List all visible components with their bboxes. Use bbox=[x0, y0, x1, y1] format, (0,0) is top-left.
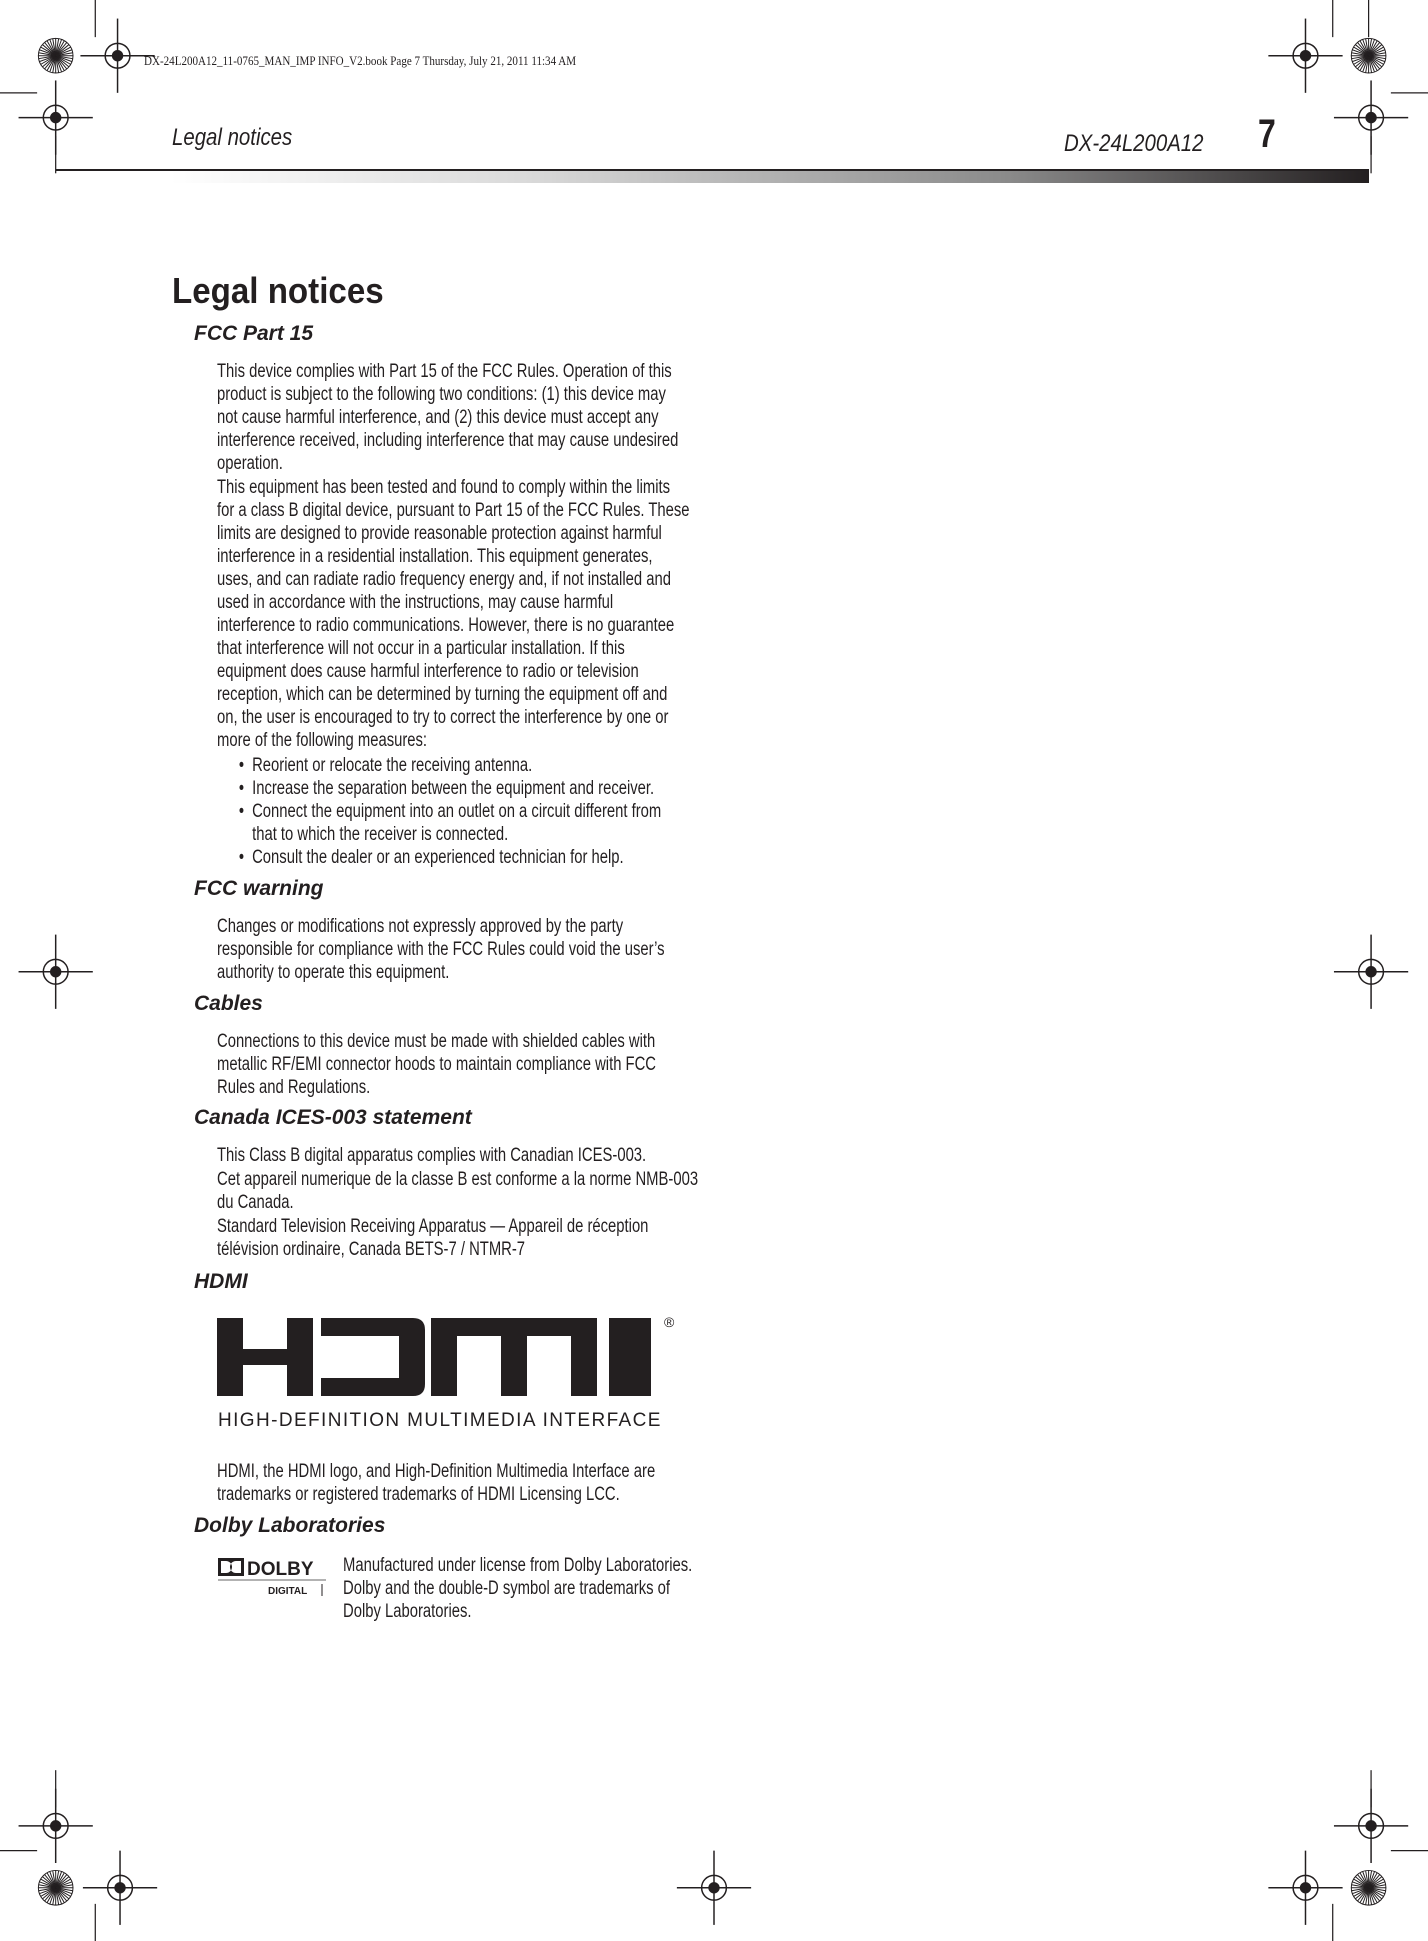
starburst-mark-icon bbox=[38, 38, 73, 73]
text-line: limits are designed to provide reasonable protection against harmful bbox=[217, 523, 662, 544]
starburst-mark-icon bbox=[1351, 38, 1386, 73]
running-header-title: Legal notices bbox=[172, 124, 293, 151]
heading-canada: Canada ICES-003 statement bbox=[194, 1106, 472, 1129]
crosshair-mark-icon bbox=[677, 1851, 751, 1925]
list-item bbox=[217, 754, 661, 777]
header-gradient-bar bbox=[170, 171, 1369, 183]
dolby-paragraph bbox=[343, 1554, 692, 1623]
page-title: Legal notices bbox=[172, 270, 384, 311]
text-line: HDMI, the HDMI logo, and High-Definition Multimedia Interface are bbox=[217, 1461, 656, 1482]
canada-paragraph-1 bbox=[217, 1144, 646, 1167]
running-header-model: DX-24L200A12 bbox=[1064, 130, 1204, 157]
text-line: equipment does cause harmful interference to radio or television bbox=[217, 661, 639, 682]
text-line: interference in a residential installation. This equipment generates, bbox=[217, 546, 653, 567]
crosshair-mark-icon bbox=[1268, 19, 1342, 93]
print-slug: DX-24L200A12_11-0765_MAN_IMP INFO_V2.book Page 7 Thursday, July 21, 2011 11:34 AM bbox=[144, 53, 577, 68]
text-line: This device complies with Part 15 of the FCC Rules. Operation of this bbox=[217, 361, 672, 382]
text-line: operation. bbox=[217, 453, 283, 474]
heading-dolby: Dolby Laboratories bbox=[194, 1514, 386, 1537]
svg-text:DIGITAL: DIGITAL bbox=[268, 1586, 308, 1597]
canada-paragraph-3 bbox=[217, 1215, 648, 1261]
crosshair-mark-icon bbox=[83, 1851, 157, 1925]
text-line: Dolby and the double-D symbol are trademarks of bbox=[343, 1578, 671, 1599]
text-line: not cause harmful interference, and (2) this device must accept any bbox=[217, 407, 659, 428]
text-line: Consult the dealer or an experienced technician for help. bbox=[252, 847, 624, 868]
text-line: Cet appareil numerique de la classe B est conforme a la norme NMB-003 bbox=[217, 1169, 699, 1190]
cables-paragraph bbox=[217, 1030, 656, 1099]
heading-fcc-warning: FCC warning bbox=[194, 877, 324, 900]
text-line: uses, and can radiate radio frequency energy and, if not installed and bbox=[217, 569, 671, 590]
text-line: product is subject to the following two conditions: (1) this device may bbox=[217, 384, 666, 405]
heading-cables: Cables bbox=[194, 992, 263, 1015]
text-line: Connect the equipment into an outlet on a circuit different from bbox=[252, 801, 662, 822]
text-line: that interference will not occur in a particular installation. If this bbox=[217, 638, 625, 659]
text-line: reception, which can be determined by turning the equipment off and bbox=[217, 684, 668, 705]
text-line: interference to radio communications. However, there is no guarantee bbox=[217, 615, 675, 636]
hdmi-tagline: HIGH-DEFINITION MULTIMEDIA INTERFACE bbox=[218, 1410, 662, 1431]
text-line: for a class B digital device, pursuant to Part 15 of the FCC Rules. These bbox=[217, 500, 690, 521]
crosshair-mark-icon bbox=[1334, 80, 1408, 154]
text-line: used in accordance with the instructions, may cause harmful bbox=[217, 592, 614, 613]
text-line: on, the user is encouraged to try to correct the interference by one or bbox=[217, 707, 669, 728]
crosshair-mark-icon bbox=[1268, 1851, 1342, 1925]
text-line: Dolby Laboratories. bbox=[343, 1601, 472, 1622]
fcc-measures-list bbox=[217, 754, 661, 869]
registered-mark: ® bbox=[664, 1314, 675, 1330]
bullet-icon: • bbox=[238, 778, 245, 799]
fcc-warning-paragraph bbox=[217, 915, 665, 984]
text-line: metallic RF/EMI connector hoods to maintain compliance with FCC bbox=[217, 1054, 657, 1075]
list-item bbox=[217, 846, 661, 869]
crosshair-mark-icon bbox=[19, 935, 93, 1009]
crosshair-mark-icon bbox=[1334, 935, 1408, 1009]
text-line: Standard Television Receiving Apparatus — Appareil de réception bbox=[217, 1216, 649, 1237]
text-line: interference received, including interference that may cause undesired bbox=[217, 430, 679, 451]
list-item bbox=[217, 800, 661, 846]
crosshair-mark-icon bbox=[19, 80, 93, 154]
text-line: responsible for compliance with the FCC Rules could void the user’s bbox=[217, 939, 665, 960]
text-line: more of the following measures: bbox=[217, 730, 428, 751]
text-line: that to which the receiver is connected. bbox=[252, 824, 509, 845]
dolby-digital-logo bbox=[218, 1556, 326, 1598]
fcc-paragraph-2 bbox=[217, 476, 690, 752]
page-number: 7 bbox=[1258, 112, 1276, 156]
text-line: trademarks or registered trademarks of HDMI Licensing LCC. bbox=[217, 1484, 620, 1505]
crosshair-mark-icon bbox=[19, 1789, 93, 1863]
heading-hdmi: HDMI bbox=[194, 1270, 248, 1293]
text-line: authority to operate this equipment. bbox=[217, 962, 450, 983]
text-line: Manufactured under license from Dolby Laboratories. bbox=[343, 1555, 693, 1576]
starburst-mark-icon bbox=[1351, 1870, 1386, 1905]
hdmi-paragraph bbox=[217, 1460, 655, 1506]
svg-text:DOLBY: DOLBY bbox=[247, 1559, 314, 1580]
bullet-icon: • bbox=[238, 801, 245, 822]
text-line: Connections to this device must be made with shielded cables with bbox=[217, 1031, 656, 1052]
heading-fcc-part-15: FCC Part 15 bbox=[194, 322, 314, 345]
starburst-mark-icon bbox=[38, 1870, 73, 1905]
bullet-icon: • bbox=[238, 847, 245, 868]
crosshair-mark-icon bbox=[1334, 1789, 1408, 1863]
text-line: Changes or modifications not expressly approved by the party bbox=[217, 916, 624, 937]
text-line: This equipment has been tested and found to comply within the limits bbox=[217, 477, 671, 498]
text-line: Reorient or relocate the receiving antenna. bbox=[252, 755, 533, 776]
fcc-paragraph-1 bbox=[217, 360, 678, 475]
text-line: Rules and Regulations. bbox=[217, 1077, 371, 1098]
text-line: télévision ordinaire, Canada BETS-7 / NTMR-7 bbox=[217, 1239, 526, 1260]
hdmi-logo bbox=[217, 1318, 653, 1396]
list-item bbox=[217, 777, 661, 800]
canada-paragraph-2 bbox=[217, 1168, 698, 1214]
text-line: du Canada. bbox=[217, 1192, 294, 1213]
bullet-icon: • bbox=[238, 755, 245, 776]
text-line: Increase the separation between the equipment and receiver. bbox=[252, 778, 655, 799]
text-line: This Class B digital apparatus complies with Canadian ICES-003. bbox=[217, 1145, 647, 1166]
